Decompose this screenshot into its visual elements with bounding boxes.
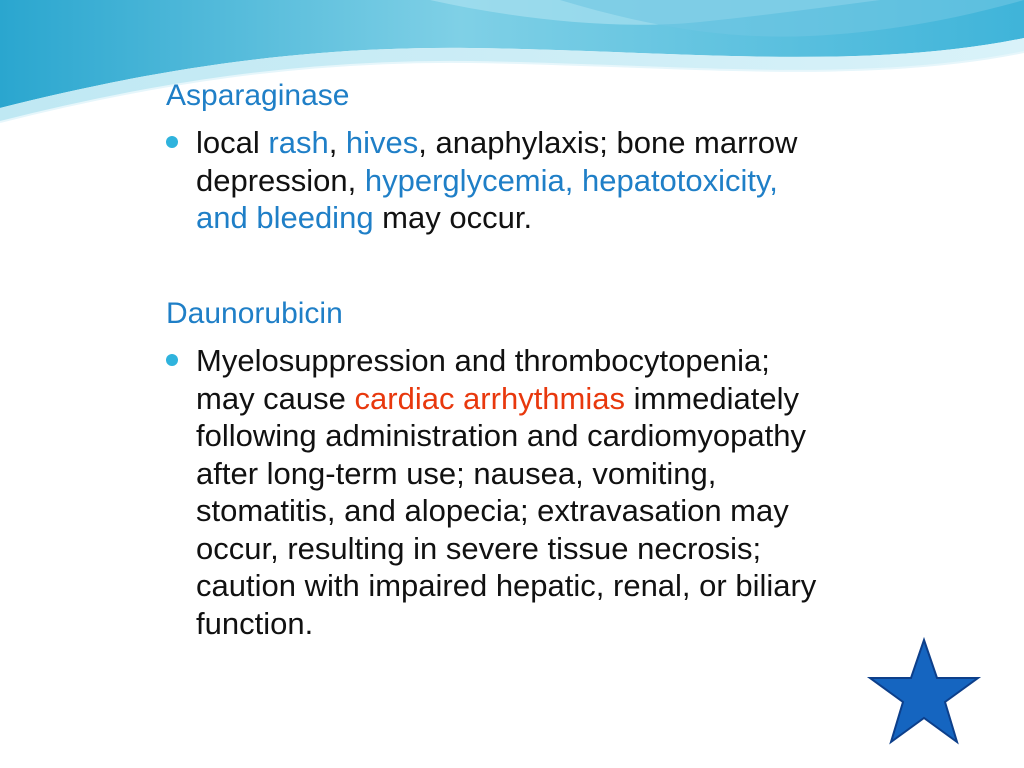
text-line bbox=[196, 455, 1006, 493]
text-run-highlight: and bleeding bbox=[196, 200, 374, 235]
text-line bbox=[196, 492, 1006, 530]
text-line bbox=[196, 530, 1006, 568]
text-run-highlight: hyperglycemia, hepatotoxicity, bbox=[364, 162, 778, 198]
text-run-highlight: rash bbox=[268, 125, 329, 160]
text-run: Myelosuppression and thrombocytopenia; bbox=[196, 343, 770, 378]
bullet-text bbox=[196, 124, 1006, 237]
text-run: may cause bbox=[196, 380, 355, 416]
text-run: local bbox=[196, 125, 269, 160]
text-line bbox=[196, 417, 1006, 455]
bullet-item-asparaginase bbox=[166, 124, 1006, 237]
text-run: after long-term use; nausea, vomiting, bbox=[196, 455, 717, 491]
bullet-dot bbox=[166, 136, 178, 148]
section-heading-asparaginase: Asparaginase bbox=[166, 79, 350, 112]
text-run: may occur. bbox=[373, 200, 533, 235]
text-line bbox=[196, 162, 1006, 200]
star-icon[interactable] bbox=[864, 636, 984, 748]
text-run: occur, resulting in severe tissue necrosis; bbox=[196, 530, 762, 566]
text-run: following administration and cardiomyopathy bbox=[196, 418, 806, 453]
text-run: function. bbox=[196, 605, 314, 641]
text-run-highlight: cardiac arrhythmias bbox=[354, 380, 625, 416]
text-run: immediately bbox=[625, 380, 799, 416]
text-run: , bbox=[328, 125, 346, 160]
text-run-highlight: hives bbox=[345, 125, 419, 160]
section-heading-daunorubicin: Daunorubicin bbox=[166, 297, 343, 330]
text-run: caution with impaired hepatic, renal, or biliary bbox=[196, 568, 817, 603]
text-line bbox=[196, 199, 1006, 237]
bullet-text bbox=[196, 342, 1006, 642]
text-line bbox=[196, 380, 1006, 418]
text-run: , anaphylaxis; bone marrow bbox=[418, 125, 798, 160]
text-run: stomatitis, and alopecia; extravasation may bbox=[196, 493, 789, 528]
text-line bbox=[196, 567, 1006, 605]
bullet-item-daunorubicin bbox=[166, 342, 1006, 642]
text-run: depression, bbox=[196, 162, 365, 198]
text-line bbox=[196, 342, 1006, 380]
bullet-dot bbox=[166, 354, 178, 366]
text-line bbox=[196, 124, 1006, 162]
